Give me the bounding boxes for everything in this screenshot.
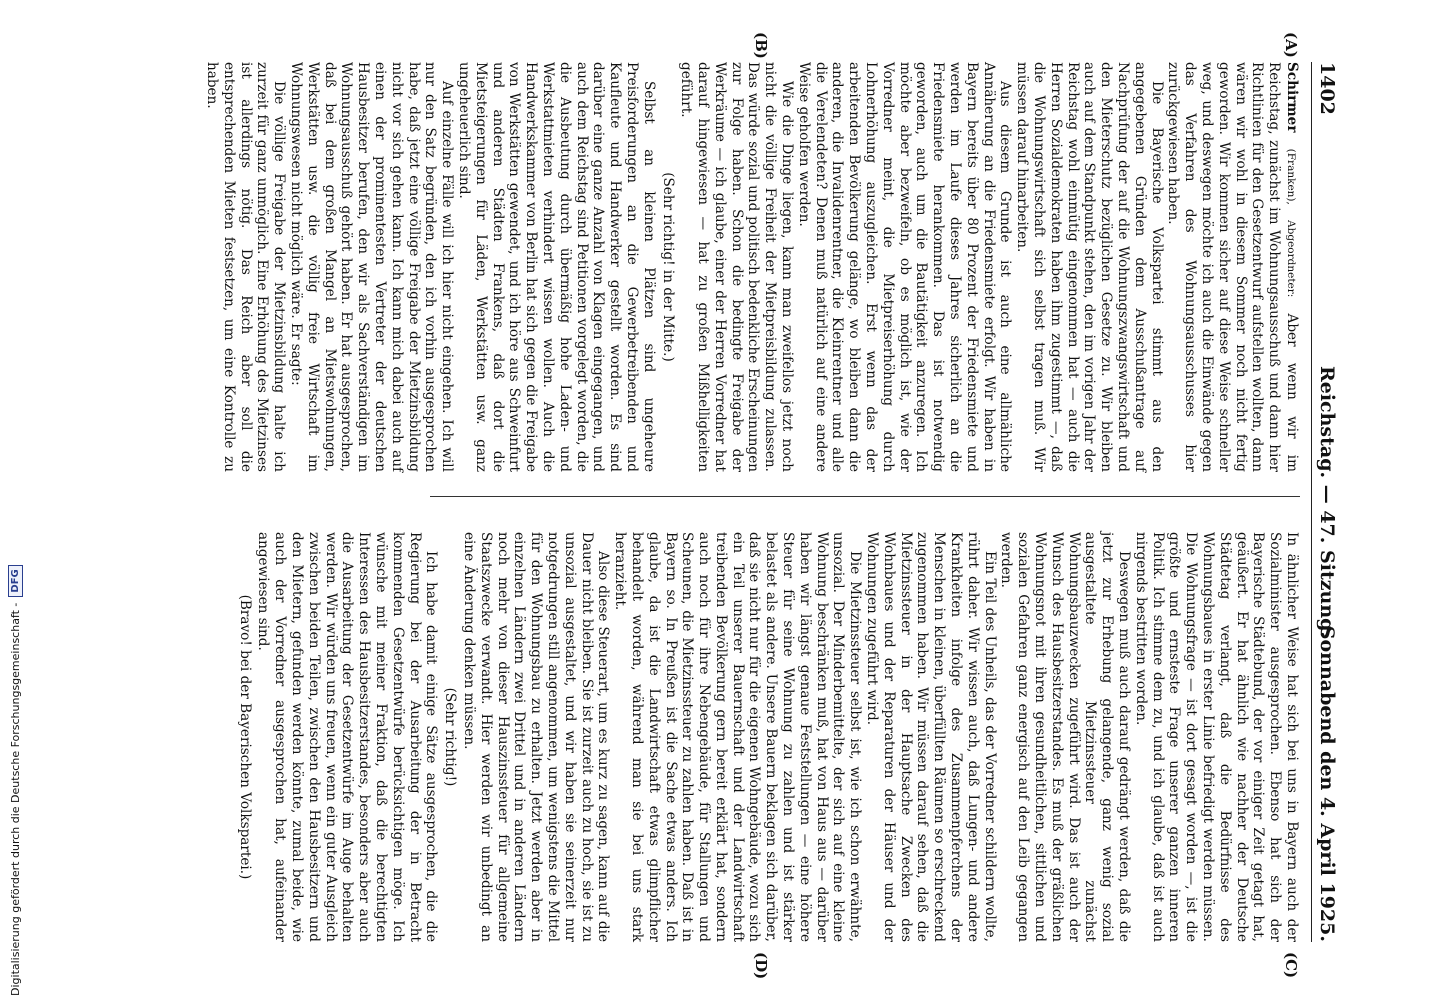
margin-marker-b: (B)	[752, 32, 770, 59]
paragraph: In ähnlicher Weise hat sich bei uns in Bayern auch der Sozialminister ausgesprochen. Ebenso hat sich der Bayerische Städtebund, der vor einiger Zeit getagt hat, geäußert. Er hat ähnlich wie nachher der Deutsche Städtetag verlangt, daß die Bedürfnisse des Wohnungsbaues in erster Linie befriedigt werden müssen. Die Wohnungsfrage — ist dort gesagt worden —, ist die größte und ernsteste Frage unserer ganzen inneren Politik. Ich stimme dem zu, und ich glaube, daß ist auch nirgends bestritten worden.	[1132, 532, 1300, 942]
interjection: (Sehr richtig! in der Mitte.)	[659, 172, 676, 362]
page-number: 1402	[1316, 62, 1338, 115]
page-header	[1311, 62, 1340, 942]
paragraph: Aus diesem Grunde ist auch eine allmähliche Annäherung an die Friedensmiete erfolgt. Wir haben in Bayern bereits über 80 Prozent der Friedensmiete und werden im Laufe dieses Jahres sicherlich an die Friedensmiete herankommen. Das ist notwendig geworden, auch um die Bautätigkeit anzuregen. Ich möchte aber bezweifeln, ob es möglich ist, wie der Vorredner meint, die Mietpreiserhöhung durch Lohnerhöhung auszugleichen. Erst wenn das der arbeitenden Bevölkerung gelänge, wo bleiben dann die anderen, die Invalidenrentner, die Kleinrentner und alle die Verelendeten? Denen muß natürlich auf eine andere Weise geholfen werden.	[795, 62, 1014, 472]
paragraph: Die Bayerische Volkspartei stimmt aus den angegebenen Gründen dem Ausschußantrage auf Nachprüfung der auf die Wohnungszwangswirtschaft und den Mieterschutz bezüglichen Gesetze zu. Wir bleiben auch auf dem Standpunkt stehen, den im vorigen Jahr der Reichstag wohl einmütig eingenommen hat — auch die Herren Sozialdemokraten haben ihm zugestimmt —, daß die Wohnungswirtschaft sich selbst tragen muß. Wir müssen darauf hinarbeiten.	[1014, 62, 1165, 472]
margin-marker-c: (C)	[1282, 952, 1300, 979]
speech-opening	[1165, 62, 1300, 472]
paragraph: Wie die Dinge liegen, kann man zweifellos jetzt noch nicht die völlige Freiheit der Mietpreisbildung zulassen. Das würde sozial und politisch bedenkliche Erscheinungen zur Folge haben. Schon die bedingte Freigabe der Werkräume — ich glaube, einer der Herren Vorredner hat darauf hingewiesen — hat zu großen Mißhelligkeiten geführt.	[678, 62, 796, 472]
speaker-note: (Franken), Abgeordneter:	[1285, 148, 1297, 298]
column-divider	[430, 496, 1300, 497]
right-text-column	[236, 532, 1300, 942]
quotation: Die völlige Freigabe der Mietzinsbildung halte ich zurzeit für ganz unmöglich. Eine Erhöhung des Mietzinses ist allerdings nötig. Das Reich aber soll die entsprechenden Mieten festsetzen, um eine Kontrolle zu haben.	[204, 62, 288, 472]
paragraph: Deswegen muß auch darauf gedrängt werden, daß die jetzt zur Erhebung gelangende, ganz wenig sozial ausgestaltete Mietzinssteuer zunächst Wohnungsbauzwecken zugeführt wird. Das ist auch der Wunsch des Hausbesitzerstandes. Es muß der gräßlichen Wohnungsnot mit ihren gesundheitlichen, sittlichen und sozialen Gefahren ganz energisch auf den Leib gegangen werden.	[998, 532, 1133, 942]
closing-interjection: (Bravo! bei der Bayerischen Volkspartei.)	[236, 594, 253, 880]
paragraph: Aber wenn wir im Reichstag, zunächst im Wohnungsausschuß und dann hier Richtlinien für den Gesetzentwurf aufstellen wollten, dann wären wir wohl in diesem Sommer noch nicht fertig geworden. Wir kommen sicher auf diese Weise schneller weg, und deswegen möchte ich auch die Einwände gegen das Verfahren des Wohnungsausschusses hier zurückgewiesen haben.	[1165, 62, 1300, 472]
dfg-logo: DFG	[8, 565, 23, 596]
paragraph: Ich habe damit einige Sätze ausgesprochen, die die Regierung bei der Ausarbeitung der in Betracht kommenden Gesetzentwürfe berücksichtigen möge. Ich wünsche mit meiner Fraktion, daß die berechtigten Interessen des Hausbesitzerstandes, besonders aber auch die Ausarbeitung der Gesetzentwürfe im Auge behalten werden. Wir würden uns freuen, wenn ein guter Ausgleich zwischen beiden Teilen, zwischen den Hausbesitzern und den Mietern, gefunden werden könnte, zumal beide, wie auch der Vorredner ausgesprochen hat, aufeinander angewiesen sind.	[255, 532, 440, 942]
paragraph: Auf einzelne Fälle will ich hier nicht eingehen. Ich will nur den Satz begründen, den ich vorhin ausgesprochen habe, daß jetzt eine völlige Freigabe der Mietzinsbildung nicht vor sich gehen kann. Ich kann mich dabei auch auf einen der prominentesten Vertreter der deutschen Hausbesitzer berufen, den wir als Sachverständigen im Wohnungsausschuß gehört haben. Er hat ausgesprochen, daß bei dem großen Mangel an Mietswohnungen, Werkstätten usw. die völlig freie Wirtschaft im Wohnungswesen nicht möglich wäre. Er sagte:	[287, 62, 456, 472]
paragraph: Ein Teil des Unheils, das der Vorredner schildern wollte, rührt daher. Wir wissen auch, daß Lungen- und andere Krankheiten infolge des Zusammenpferchens der Menschen in kleinen, überfüllten Räumen so erschreckend zugenommen haben. Wir müssen darauf sehen, daß die Mietzinssteuer in der Hauptsache Zwecken des Wohnbaues und der Reparaturen der Häuser und der Wohnungen zugeführt wird.	[864, 532, 998, 942]
margin-marker-a: (A)	[1282, 32, 1300, 58]
credit-text: Digitalisierung gefördert durch die Deutsche Forschungsgemeinschaft -	[8, 602, 22, 996]
paragraph: Also diese Steuerart, um es kurz zu sagen, kann auf die Dauer nicht bleiben. Sie ist zurzeit auch zu hoch, sie ist zu unsozial ausgestaltet, und wir haben sie seinerzeit nur notgedrungen still angenommen, um wenigstens die Mittel für den Wohnungsbau zu erhalten. Jetzt werden aber in einzelnen Ländern zwei Drittel und in anderen Ländern noch mehr von dieser Hauszinssteuer für allgemeine Staatszwecke verwandt. Hier werden wir unbedingt an eine Änderung denken müssen.	[460, 532, 612, 942]
digitization-credit	[0, 0, 28, 1000]
speaker-name: Schirmer	[1284, 62, 1300, 133]
session-title: Reichstag. — 47. Sitzung.	[1316, 365, 1338, 639]
session-date: Sonnabend den 4. April 1925.	[1316, 625, 1338, 942]
rotated-document-page	[10, 22, 1340, 982]
left-text-column	[204, 62, 1300, 472]
paragraph: Selbst an kleinen Plätzen sind ungeheure Preisforderungen an die Gewerbetreibenden und Kaufleute und Handwerker gestellt worden. Es sind darüber eine ganze Anzahl von Klagen eingegangen, und auch dem Reichstag sind Petitionen vorgelegt worden, die die Ausbeutung durch übermäßig hohe Laden- und Werkstattmieten verhindert wissen wollen. Auch die Handwerkskammer von Berlin hat sich gegen die Freigabe von Werkstätten gewendet, und ich höre aus Schweinfurt und anderen Städten Frankens, daß dort die Mietsteigerungen für Läden, Werkstätten usw. ganz ungeheuerlich sind.	[455, 62, 657, 472]
paragraph: Die Mietzinssteuer selbst ist, wie ich schon erwähnte, unsozial. Der Minderbemittelte, der sich auf eine kleine Wohnung beschränken muß, hat von Haus aus — darüber haben wir längst genaue Feststellungen — eine höhere Steuer für seine Wohnung zu zahlen und ist stärker belastet als andere. Unsere Bauern beklagen sich darüber, daß sie nicht nur für die eigenen Wohngebäude, wozu sich ein Teil unserer Bauernschaft und der Landwirtschaft treibenden Bevölkerung gern bereit erklärt hat, sondern auch noch für ihre Nebengebäude, für Stallungen und Scheunen, die Mietzinssteuer zu zahlen haben. Daß ist in Bayern so. In Preußen ist die Sache etwas anders. Ich glaube, da ist die Landwirtschaft etwas glimpflicher behandelt worden, während man sie bei uns stark heranzieht.	[612, 532, 864, 942]
interjection: (Sehr richtig!)	[442, 687, 459, 787]
margin-marker-d: (D)	[752, 952, 770, 980]
